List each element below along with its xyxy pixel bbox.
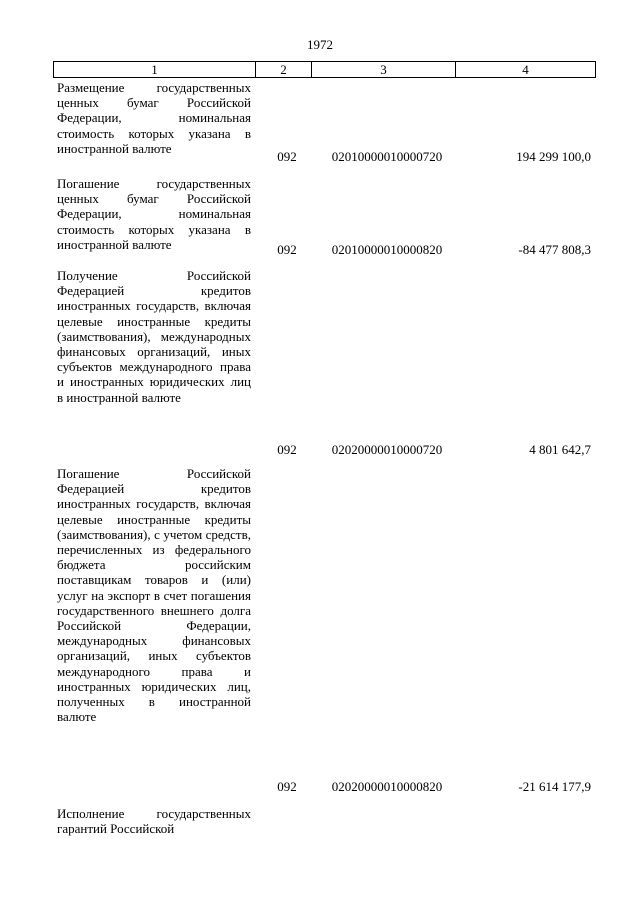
table-row bbox=[53, 268, 595, 460]
row-description: Получение Российской Федерацией кредитов иностранных государств, включая целевые иностранные кредиты (заимствования), международных финансовых организаций, иных субъектов международного права и иностранных юридических лиц в иностранной валюте bbox=[57, 268, 251, 405]
row-description: Исполнение государственных гарантий Российской bbox=[57, 806, 251, 837]
table-row bbox=[53, 80, 595, 166]
row-classification-code: 02010000010000820 bbox=[331, 242, 443, 257]
row-admin-code: 092 bbox=[277, 779, 297, 794]
column-header-3: 3 bbox=[312, 62, 456, 78]
row-amount: -84 477 808,3 bbox=[518, 242, 591, 257]
row-amount: -21 614 177,9 bbox=[518, 779, 591, 794]
row-admin-code: 092 bbox=[277, 242, 297, 257]
table-row bbox=[53, 806, 595, 846]
table-row bbox=[53, 466, 595, 796]
row-classification-code: 02020000010000820 bbox=[331, 779, 443, 794]
table-header bbox=[53, 61, 596, 78]
column-header-1: 1 bbox=[54, 62, 256, 78]
row-amount: 4 801 642,7 bbox=[529, 442, 591, 457]
row-classification-code: 02010000010000720 bbox=[331, 149, 443, 164]
row-description: Погашение Российской Федерацией кредитов иностранных государств, включая целевые иностранные кредиты (заимствования), с учетом средств, перечисленных из федерального бюджета российским поставщикам товаров и (или) услуг на экспорт в счет погашения государственного внешнего долга Российской Федерации, международных финансовых организаций, иных субъектов международного права и иностранных юридических лиц, полученных в иностранной валюте bbox=[57, 466, 251, 725]
column-header-4: 4 bbox=[456, 62, 596, 78]
table-row bbox=[53, 176, 595, 262]
row-description: Погашение государственных ценных бумаг Российской Федерации, номинальная стоимость которых указана в иностранной валюте bbox=[57, 176, 251, 252]
column-header-2: 2 bbox=[256, 62, 312, 78]
row-description: Размещение государственных ценных бумаг Российской Федерации, номинальная стоимость которых указана в иностранной валюте bbox=[57, 80, 251, 156]
header-row bbox=[54, 62, 596, 78]
page-number: 1972 bbox=[307, 37, 333, 52]
row-classification-code: 02020000010000720 bbox=[331, 442, 443, 457]
row-admin-code: 092 bbox=[277, 442, 297, 457]
row-admin-code: 092 bbox=[277, 149, 297, 164]
row-amount: 194 299 100,0 bbox=[516, 149, 591, 164]
